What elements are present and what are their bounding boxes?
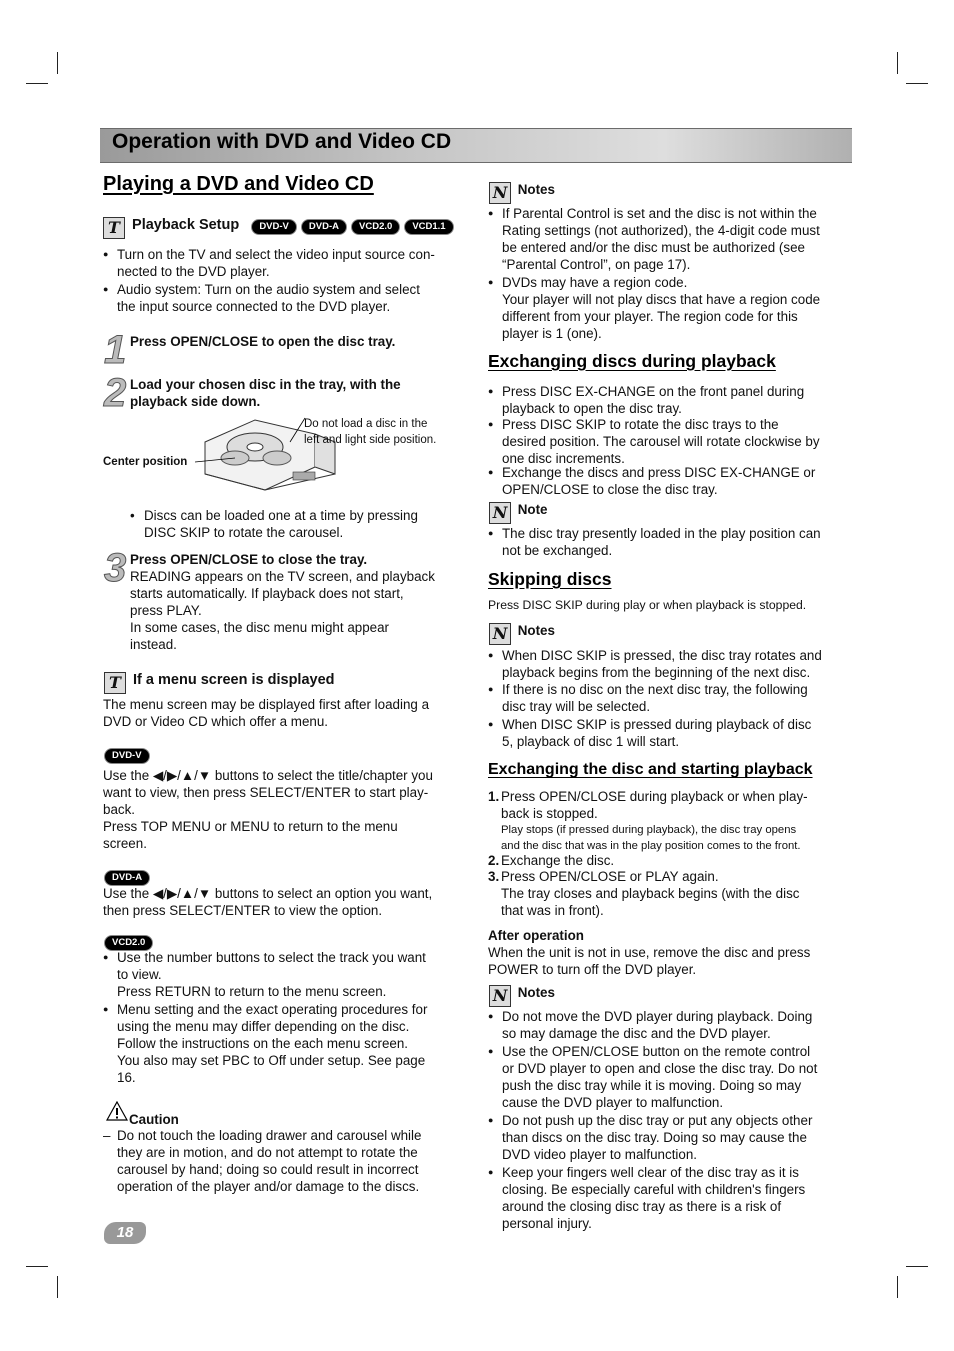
- badge-vcd20: VCD2.0: [351, 219, 400, 235]
- caution-label: Caution: [129, 1112, 179, 1127]
- dvdv-text: Use the ◀/▶/▲/▼ buttons to select the title/chapter you want to view, then press SELECT/ENTER to start play- back. Press TOP MENU or MENU to return to the menu screen.: [103, 768, 433, 851]
- exchange-step-2: 2. Exchange the disc.: [488, 853, 615, 868]
- note-icon: N: [489, 985, 511, 1007]
- page-number: 18: [104, 1222, 146, 1244]
- notes4-bullet: ● Do not push up the disc tray or put any objects other than discs on the disc tray. Doing so may cause the DVD video player to malfunction.: [488, 1112, 867, 1163]
- step-1-text: Press OPEN/CLOSE to open the disc tray.: [130, 334, 396, 349]
- figure-note: Do not load a disc in the left and light side position.: [304, 418, 437, 446]
- notes3-bullet: ● When DISC SKIP is pressed, the disc tray rotates and playback begins from the beginning of the next disc.: [488, 647, 867, 681]
- exchanging-bullet: ● Exchange the discs and press DISC EX-CHANGE or OPEN/CLOSE to close the disc tray.: [488, 464, 867, 498]
- notes1-heading: N Notes: [489, 180, 555, 204]
- playback-setup-heading: [103, 215, 454, 239]
- crop-mark: [906, 1266, 928, 1267]
- center-position-label: Center position: [103, 456, 188, 468]
- note-icon: N: [489, 502, 511, 524]
- after-operation: After operation When the unit is not in use, remove the disc and press POWER to turn off the DVD player.: [488, 928, 811, 977]
- section-title: Operation with DVD and Video CD: [112, 130, 452, 153]
- crop-mark: [57, 1276, 58, 1298]
- badge-dvd-v: DVD-V: [251, 219, 297, 235]
- step-number-2: 2: [104, 371, 127, 415]
- notes3-heading: N Notes: [489, 621, 555, 645]
- notes4-bullet: ● Use the OPEN/CLOSE button on the remote control or DVD player to open and close the disc tray. Do not push the disc tray while it is moving. Doing so may cause the DVD player to malfunction.: [488, 1043, 867, 1111]
- exchanging-bullet: ● Press DISC EX-CHANGE on the front panel during playback to open the disc tray.: [488, 383, 867, 417]
- step-number-3: 3: [104, 546, 127, 590]
- dash-marker: –: [103, 1128, 111, 1143]
- exchanging-title: Exchanging discs during playback: [488, 351, 776, 371]
- step-3-text: Press OPEN/CLOSE to close the tray. READING appears on the TV screen, and playback starts automatically. If playback does not start, press PLAY. In some cases, the disc menu might appear instead.: [130, 552, 435, 652]
- setup-bullet: ● Audio system: Turn on the audio system and select the input source connected to the DVD player.: [103, 281, 482, 315]
- notes1-bullet: ● DVDs may have a region code. Your player will not play discs that have a region code different from your player. The region code for this player is 1 (one).: [488, 274, 867, 342]
- skipping-text: Press DISC SKIP during play or when playback is stopped.: [488, 598, 807, 612]
- crop-mark: [26, 1266, 48, 1267]
- dvdv-badge-wrap: [104, 745, 150, 764]
- exchanging-bullet: ● Press DISC SKIP to rotate the disc trays to the desired position. The carousel will rotate clockwise by one disc increments.: [488, 416, 867, 467]
- tip-icon: T: [104, 672, 126, 694]
- vcd-bullet: ● Use the number buttons to select the track you want to view. Press RETURN to return to the menu screen.: [103, 949, 482, 1000]
- badge-dvd-v: DVD-V: [104, 748, 150, 764]
- page-title: Playing a DVD and Video CD: [103, 173, 374, 195]
- setup-bullet: ● Turn on the TV and select the video input source con- nected to the DVD player.: [103, 246, 482, 280]
- note2-heading: N Note: [489, 500, 548, 524]
- skipping-title: Skipping discs: [488, 569, 612, 589]
- crop-mark: [26, 83, 48, 84]
- badge-vcd20: VCD2.0: [104, 935, 153, 951]
- notes4-heading: N Notes: [489, 983, 555, 1007]
- dvda-badge-wrap: [104, 867, 150, 886]
- crop-mark: [906, 83, 928, 84]
- vcd-bullet: ● Menu setting and the exact operating procedures for using the menu may differ depending on the disc. Follow the instructions on the each menu screen. You also may set PBC to Off under setup. See page 16.: [103, 1001, 482, 1086]
- disc-tip: • Discs can be loaded one at a time by pressing DISC SKIP to rotate the carousel.: [130, 508, 418, 540]
- tip-icon: T: [103, 217, 125, 239]
- exchange-step-1: 1. Press OPEN/CLOSE during playback or when play- back is stopped. Play stops (if pressed during playback), the disc tray opens and the disc that was in the play position comes to the front.: [488, 789, 808, 852]
- dvda-text: Use the ◀/▶/▲/▼ buttons to select an option you want, then press SELECT/ENTER to view the option.: [103, 886, 433, 918]
- caution-text: – Do not touch the loading drawer and carousel while they are in motion, and do not attempt to rotate the carousel by hand; doing so could result in incorrect operation of the player and/or damage to the discs.: [103, 1128, 422, 1194]
- notes1-bullet: ● If Parental Control is set and the disc is not within the Rating settings (not authorized), the 4-digit code must be entered and/or the disc must be authorized (see “Parental Control”, on page 17).: [488, 205, 867, 273]
- exchange-step-3: 3. Press OPEN/CLOSE or PLAY again. The tray closes and playback begins (with the disc that was in front).: [488, 869, 800, 918]
- notes3-bullet: ● If there is no disc on the next disc tray, the following disc tray will be selected.: [488, 681, 867, 715]
- bullet-dot: •: [130, 508, 135, 523]
- crop-mark: [897, 52, 898, 74]
- crop-mark: [57, 52, 58, 74]
- caution-icon: [106, 1101, 128, 1121]
- badge-vcd11: VCD1.1: [404, 219, 453, 235]
- notes3-bullet: ● When DISC SKIP is pressed during playback of disc 5, playback of disc 1 will start.: [488, 716, 867, 750]
- exchanging2-title: Exchanging the disc and starting playback: [488, 761, 813, 778]
- note-icon: N: [489, 182, 511, 204]
- note2-bullet: ● The disc tray presently loaded in the play position can not be exchanged.: [488, 525, 867, 559]
- badge-dvd-a: DVD-A: [104, 870, 150, 886]
- menu-screen-text: The menu screen may be displayed first after loading a DVD or Video CD which offer a menu.: [103, 697, 430, 729]
- step-number-1: 1: [104, 328, 127, 372]
- playback-setup-label: Playback Setup: [132, 217, 240, 233]
- badge-dvd-a: DVD-A: [301, 219, 347, 235]
- crop-mark: [897, 1276, 898, 1298]
- notes4-bullet: ● Do not move the DVD player during playback. Doing so may damage the disc and the DVD player.: [488, 1008, 867, 1042]
- menu-screen-heading: T If a menu screen is displayed: [104, 670, 335, 694]
- step-2-text: Load your chosen disc in the tray, with the playback side down.: [130, 377, 401, 409]
- notes4-bullet: ● Keep your fingers well clear of the disc tray as it is closing. Be especially careful with children's fingers around the closing disc tray as there is a risk of personal injury.: [488, 1164, 867, 1232]
- section-banner: [100, 128, 852, 163]
- note-icon: N: [489, 623, 511, 645]
